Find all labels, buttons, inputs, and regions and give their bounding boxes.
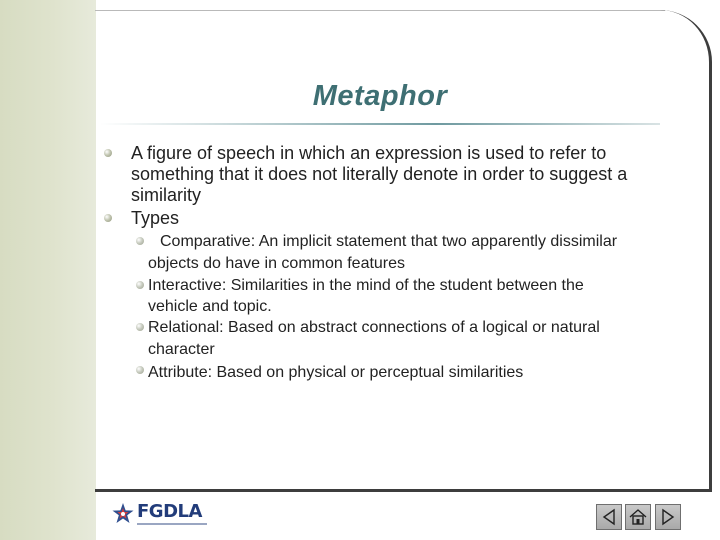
definition-line-3: similarity — [131, 185, 201, 205]
type-comparative-line-2: objects do have in common features — [148, 255, 406, 272]
type-interactive-line-1: Interactive: Similarities in the mind of the student between the — [148, 277, 584, 294]
sub-bullet-marker — [136, 366, 144, 374]
logo-text: FGDLA — [137, 501, 202, 522]
bullet-marker — [104, 149, 112, 157]
previous-slide-button[interactable] — [596, 504, 622, 530]
home-icon — [626, 505, 650, 529]
type-comparative-line-1: Comparative: An implicit statement that two apparently dissimilar — [160, 233, 618, 250]
definition-line-1: A figure of speech in which an expression is used to refer to — [131, 143, 607, 163]
sub-bullet-marker — [136, 323, 144, 331]
sub-bullet-marker — [136, 237, 144, 245]
title-underline — [100, 123, 660, 125]
type-relational-line-2: character — [148, 341, 215, 358]
definition-line-2: something that it does not literally denote in order to suggest a — [131, 164, 628, 184]
next-slide-button[interactable] — [655, 504, 681, 530]
sub-bullet-marker — [136, 281, 144, 289]
bullet-marker — [104, 214, 112, 222]
logo-tagline-bar — [137, 523, 207, 525]
prev-icon — [597, 505, 621, 529]
left-decorative-band — [0, 0, 96, 540]
type-attribute-line-1: Attribute: Based on physical or perceptual similarities — [148, 364, 524, 381]
type-relational-line-1: Relational: Based on abstract connections of a logical or natural — [148, 319, 600, 336]
next-icon — [656, 505, 680, 529]
fgdla-logo — [111, 500, 206, 530]
types-heading: Types — [131, 208, 180, 228]
home-button[interactable] — [625, 504, 651, 530]
star-emblem-icon — [111, 502, 135, 526]
slide-title: Metaphor — [312, 80, 448, 112]
type-interactive-line-2: vehicle and topic. — [148, 298, 272, 315]
